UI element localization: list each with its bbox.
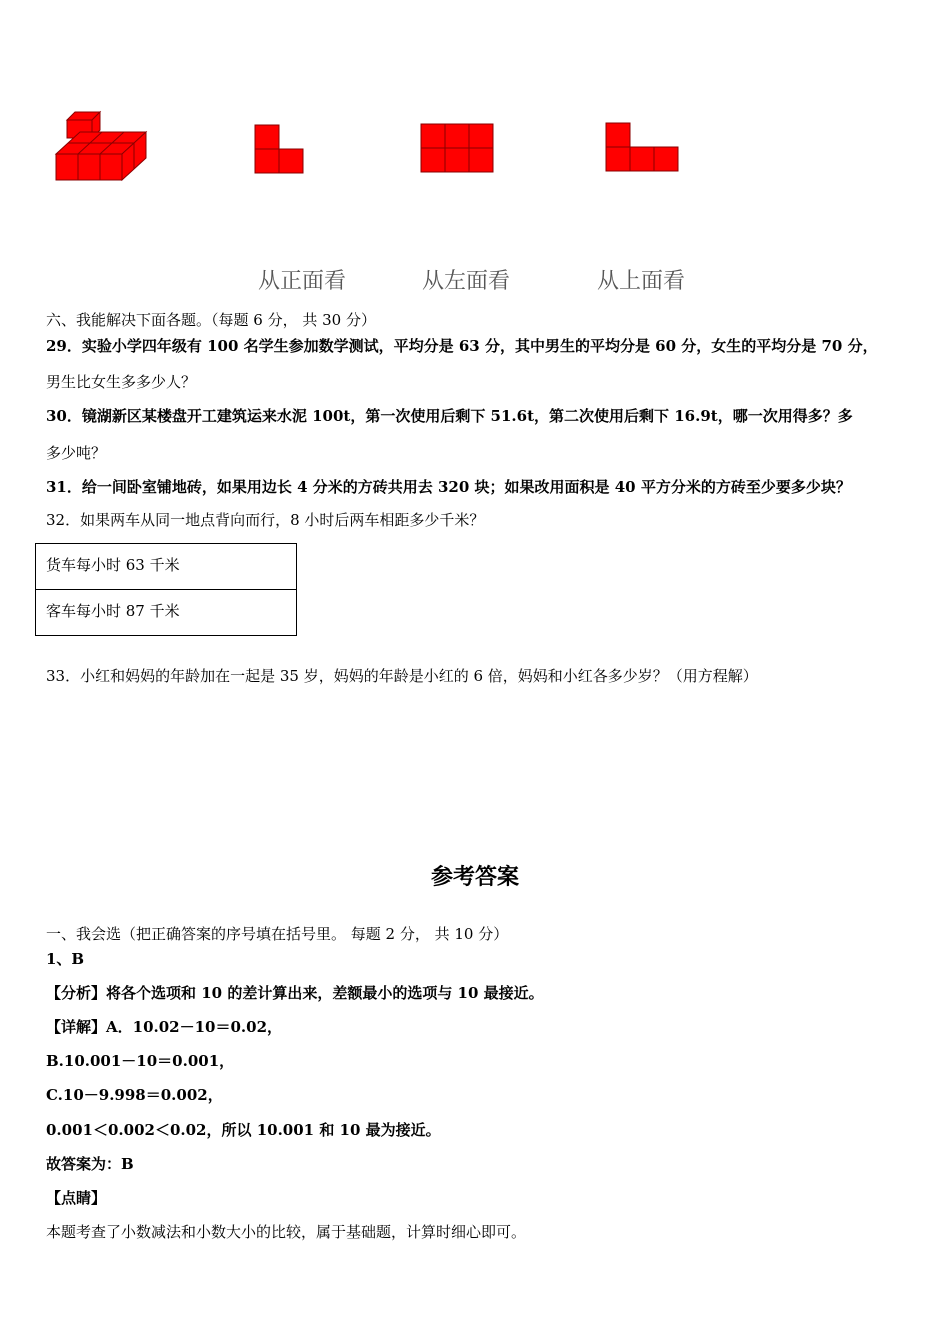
answer-option-c: C.10－9.998＝0.002， bbox=[46, 1086, 223, 1104]
section6-heading: 六、我能解决下面各题。（每题 6 分， 共 30 分） bbox=[46, 311, 376, 329]
answer-compare: 0.001＜0.002＜0.02，所以 10.001 和 10 最为接近。 bbox=[46, 1121, 441, 1139]
speed-table bbox=[35, 543, 297, 636]
question-30-line1: 30．镜湖新区某楼盘开工建筑运来水泥 100t，第一次使用后剩下 51.6t，第二次使用后剩下 16.9t，哪一次用得多？多 bbox=[46, 407, 853, 425]
answer-detail: 【详解】A．10.02－10＝0.02， bbox=[46, 1018, 283, 1036]
front-view-figure bbox=[254, 124, 306, 176]
question-32: 32．如果两车从同一地点背向而行，8 小时后两车相距多少千米？ bbox=[46, 511, 485, 529]
answer-1: 1、B bbox=[46, 950, 85, 968]
question-30-line2: 多少吨？ bbox=[46, 444, 107, 462]
answer-final: 故答案为：B bbox=[46, 1155, 134, 1173]
top-view-label: 从上面看 bbox=[597, 269, 686, 294]
answer-analysis: 【分析】将各个选项和 10 的差计算出来，差额最小的选项与 10 最接近。 bbox=[46, 984, 544, 1002]
truck-speed-cell: 货车每小时 63 千米 bbox=[36, 544, 297, 590]
answer-option-b: B.10.001－10＝0.001， bbox=[46, 1052, 235, 1070]
question-29-line2: 男生比女生多多少人？ bbox=[46, 373, 197, 391]
cube-solid-figure bbox=[52, 108, 152, 184]
question-31: 31．给一间卧室铺地砖，如果用边长 4 分米的方砖共用去 320 块；如果改用面积是 40 平方分米的方砖至少要多少块？ bbox=[46, 478, 851, 496]
front-view-label: 从正面看 bbox=[258, 269, 347, 294]
left-view-label: 从左面看 bbox=[422, 269, 511, 294]
answers-section1-heading: 一、我会选（把正确答案的序号填在括号里。 每题 2 分， 共 10 分） bbox=[46, 925, 509, 943]
left-view-figure bbox=[420, 123, 496, 175]
answer-comment: 本题考查了小数减法和小数大小的比较，属于基础题，计算时细心即可。 bbox=[46, 1223, 527, 1241]
answer-title: 参考答案 bbox=[430, 865, 519, 890]
answer-comment-label: 【点睛】 bbox=[46, 1189, 107, 1207]
bus-speed-cell: 客车每小时 87 千米 bbox=[36, 590, 297, 636]
question-33: 33．小红和妈妈的年龄加在一起是 35 岁，妈妈的年龄是小红的 6 倍，妈妈和小红各多少岁？（用方程解） bbox=[46, 667, 758, 685]
top-view-figure bbox=[605, 122, 681, 174]
question-29-line1: 29．实验小学四年级有 100 名学生参加数学测试，平均分是 63 分，其中男生的平均分是 60 分，女生的平均分是 70 分， bbox=[46, 337, 878, 355]
